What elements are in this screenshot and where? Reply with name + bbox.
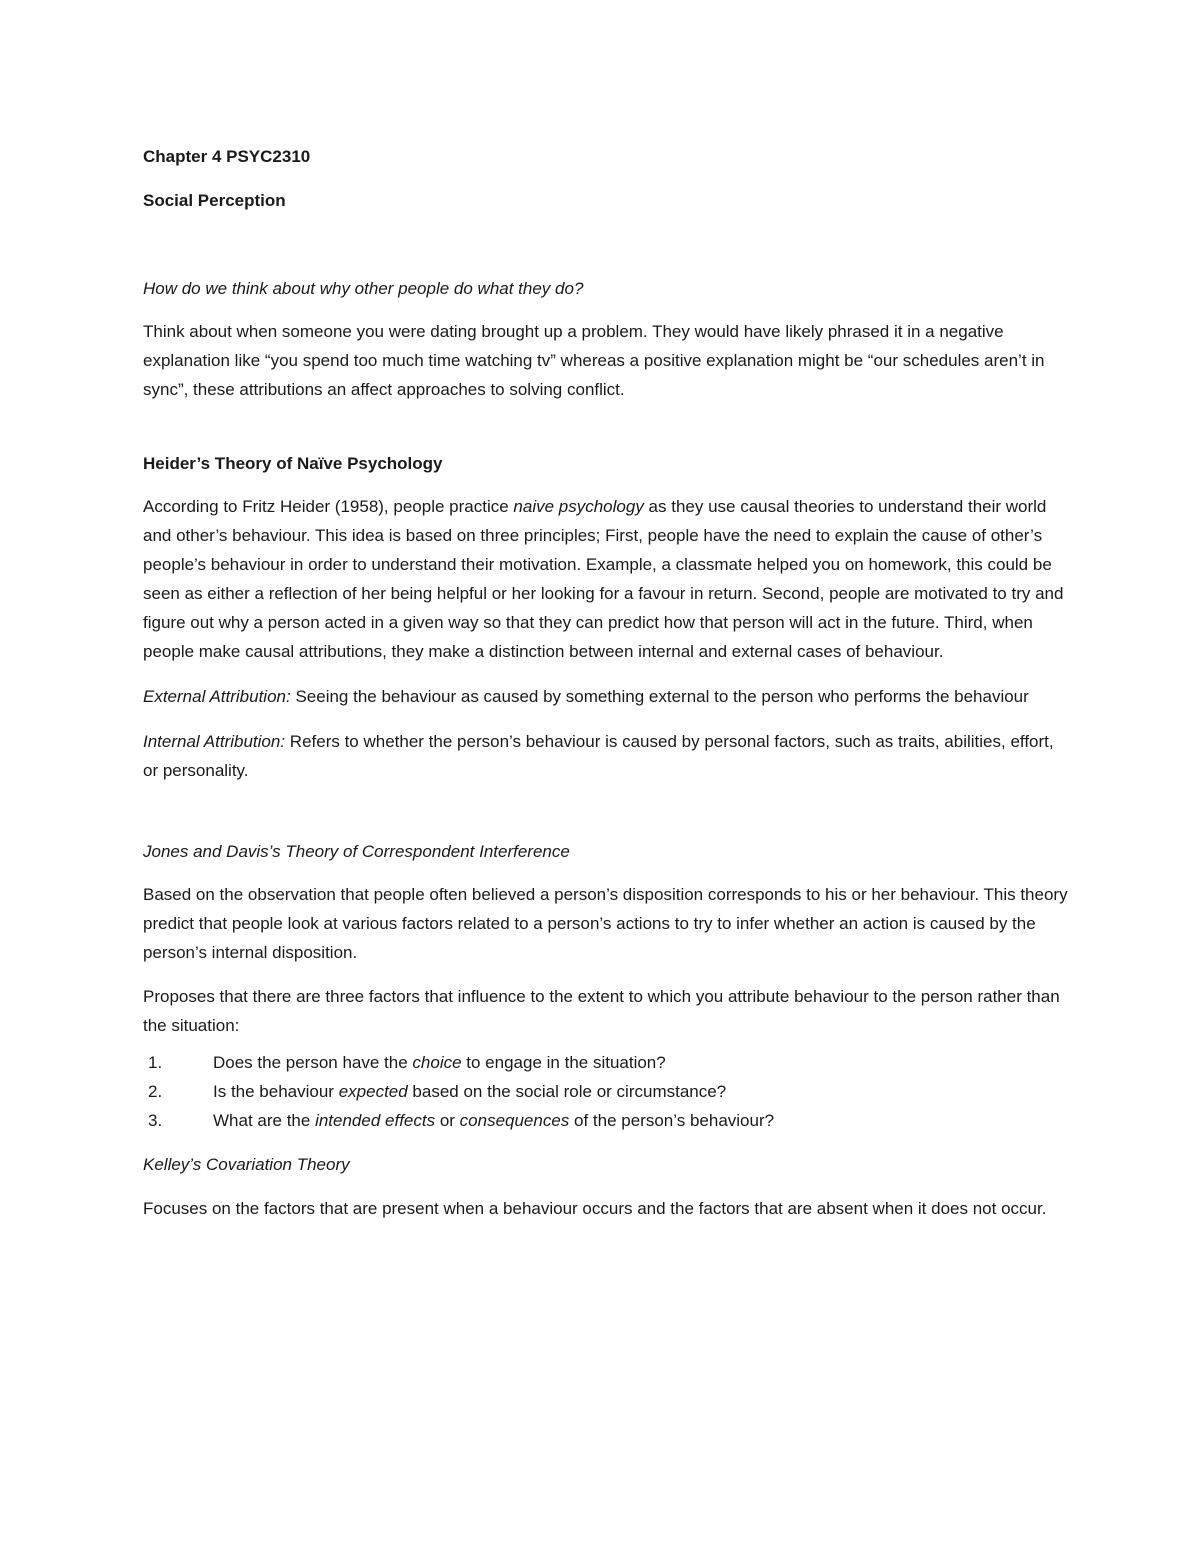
list-text: to engage in the situation? [461,1053,666,1072]
naive-psychology-term: naive psychology [513,497,644,516]
list-emphasis: consequences [459,1111,570,1130]
external-attribution-definition [143,682,1073,711]
internal-attribution-term: Internal Attribution: [143,732,286,751]
document-subtitle: Social Perception [143,191,286,210]
internal-attribution-text: Refers to whether the person’s behaviour is caused by personal factors, such as traits, abilities, effort, or personality. [143,732,1054,780]
factors-intro-paragraph: Proposes that there are three factors that influence to the extent to which you attribute behaviour to the person rather than the situation: [143,987,1060,1035]
jones-davis-heading: Jones and Davis’s Theory of Correspondent Interference [143,842,570,861]
kelley-heading: Kelley’s Covariation Theory [143,1155,350,1174]
list-text: Is the behaviour [213,1082,339,1101]
external-attribution-term: External Attribution: [143,687,291,706]
list-emphasis: choice [412,1053,462,1072]
list-number: 1. [148,1053,163,1072]
list-text: What are the [213,1111,316,1130]
document-body [143,142,1073,1223]
list-text: Does the person have the [213,1053,413,1072]
kelley-paragraph: Focuses on the factors that are present when a behaviour occurs and the factors that are absent when it does not occur. [143,1199,1047,1218]
list-number: 2. [148,1082,163,1101]
heider-text-rest: as they use causal theories to understand their world and other’s behaviour. This idea is based on three principles; First, people have the need to explain the cause of other’s people’s behaviour in order to understand their motivation. Example, a classmate helped you on homework, this could be seen as either a reflection of her being helpful or her looking for a favour in return. Second, people are motivated to try and figure out why a person acted in a given way so that they can predict how that person will act in the future. Third, when people make causal attributions, they make a distinction between internal and external cases of behaviour. [143,497,1064,661]
list-item [143,1106,1073,1135]
heider-text-start: According to Fritz Heider (1958), people practice [143,497,514,516]
jones-davis-paragraph: Based on the observation that people often believed a person’s disposition corresponds to his or her behaviour. This theory predict that people look at various factors related to a person’s actions to try to infer whether an action is caused by the person’s internal disposition. [143,885,1068,962]
list-item [143,1048,1073,1077]
list-emphasis: expected [338,1082,408,1101]
factors-list [143,1048,1073,1135]
external-attribution-text: Seeing the behaviour as caused by something external to the person who performs the behaviour [290,687,1029,706]
internal-attribution-definition [143,727,1073,785]
list-emphasis: intended effects [315,1111,436,1130]
intro-paragraph: Think about when someone you were dating brought up a problem. They would have likely phrased it in a negative explanation like “you spend too much time watching tv” whereas a positive explanation might be “our schedules aren’t in sync”, these attributions an affect approaches to solving conflict. [143,322,1045,399]
list-text: based on the social role or circumstance? [407,1082,727,1101]
list-text: of the person’s behaviour? [569,1111,775,1130]
list-number: 3. [148,1111,163,1130]
list-text: or [435,1111,460,1130]
guiding-question: How do we think about why other people do what they do? [143,279,584,298]
heider-heading: Heider’s Theory of Naïve Psychology [143,454,443,473]
document-title: Chapter 4 PSYC2310 [143,147,311,166]
heider-paragraph [143,492,1073,666]
list-item [143,1077,1073,1106]
